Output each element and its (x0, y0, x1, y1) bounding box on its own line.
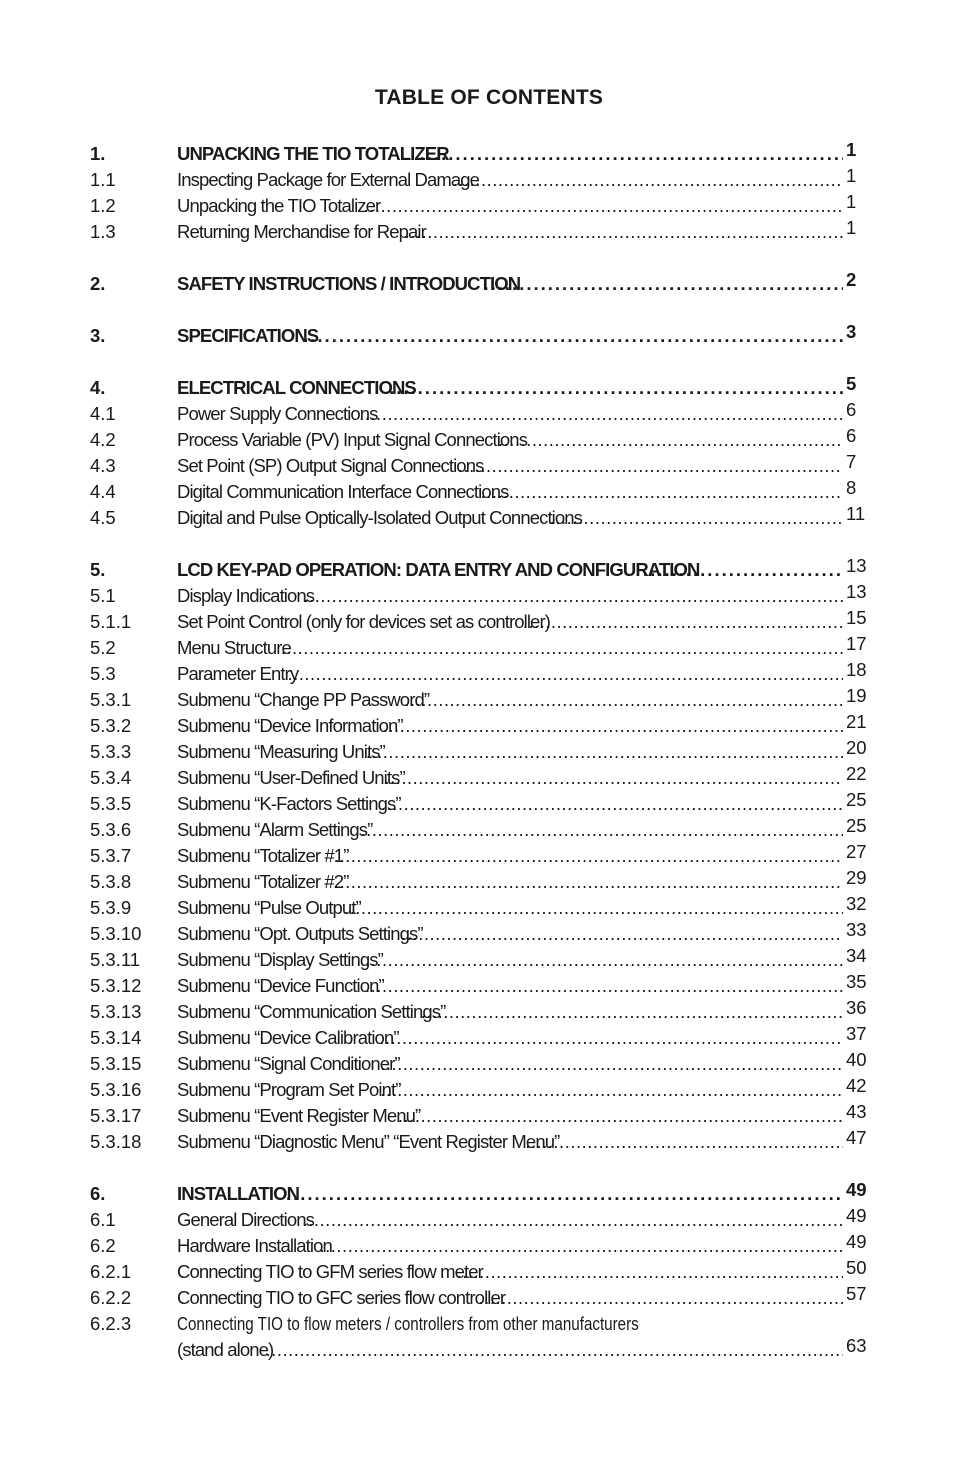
entry-page: 63 (846, 1335, 867, 1356)
toc-entry-5-3-11[interactable] (90, 947, 870, 973)
entry-label: Submenu “Signal Conditioner” (177, 1053, 400, 1074)
toc-entry-6-2-3[interactable] (90, 1311, 870, 1363)
entry-number: 5.3.9 (90, 897, 132, 918)
entry-number: 6.1 (90, 1209, 116, 1230)
entry-page: 1 (846, 217, 857, 238)
toc-entry-5-3-13[interactable] (90, 999, 870, 1025)
entry-number: 5.3 (90, 663, 116, 684)
leader-dots (453, 167, 843, 193)
leader-dots (458, 453, 843, 479)
entry-number: 5.3.2 (90, 715, 132, 736)
entry-page: 21 (846, 711, 867, 732)
entry-number: 5.3.1 (90, 689, 132, 710)
leader-dots (380, 1077, 843, 1103)
leader-dots (281, 635, 843, 661)
entry-label: Submenu “Totalizer #1” (177, 845, 349, 866)
entry-number: 5.3.14 (90, 1027, 142, 1048)
entry-label: INSTALLATION (177, 1183, 300, 1204)
entry-label: ELECTRICAL CONNECTIONS (177, 377, 416, 398)
entry-label: Submenu “Alarm Settings” (177, 819, 373, 840)
leader-dots (380, 1051, 843, 1077)
toc-entry-5-3-2[interactable] (90, 713, 870, 739)
entry-page: 3 (846, 321, 857, 342)
entry-number: 1. (90, 143, 106, 164)
entry-page: 13 (846, 581, 867, 602)
leader-dots (287, 661, 843, 687)
entry-label: Inspecting Package for External Damage (177, 169, 480, 190)
entry-label: Power Supply Connections (177, 403, 378, 424)
entry-page: 25 (846, 815, 867, 836)
entry-label: Submenu “Device Function” (177, 975, 384, 996)
toc-entry-1-3[interactable] (90, 219, 870, 245)
entry-number: 5.3.4 (90, 767, 132, 788)
leader-dots (389, 375, 843, 401)
entry-page: 8 (846, 477, 857, 498)
toc-entry-5-3-12[interactable] (90, 973, 870, 999)
entry-label: Hardware Installation (177, 1235, 332, 1256)
leader-dots (379, 1025, 843, 1051)
toc-entry-4-4[interactable] (90, 479, 870, 505)
entry-page: 20 (846, 737, 867, 758)
toc-entry-1-1[interactable] (90, 167, 870, 193)
entry-page: 17 (846, 633, 867, 654)
leader-dots (266, 1337, 843, 1363)
entry-number: 5.3.7 (90, 845, 132, 866)
entry-number: 6.2.2 (90, 1287, 132, 1308)
entry-label: Submenu “Pulse Output” (177, 897, 361, 918)
entry-label: SAFETY INSTRUCTIONS / INTRODUCTION (177, 273, 521, 294)
entry-number: 5.3.12 (90, 975, 142, 996)
toc-entry-2[interactable] (90, 271, 870, 297)
toc-entry-4-3[interactable] (90, 453, 870, 479)
leader-dots (404, 687, 843, 713)
entry-number: 4.2 (90, 429, 116, 450)
entry-page: 1 (846, 191, 857, 212)
leader-dots (481, 479, 843, 505)
entry-number: 6.2.3 (90, 1313, 132, 1334)
leader-dots (286, 1181, 843, 1207)
entry-label: Returning Merchandise for Repair (177, 221, 426, 242)
entry-page: 29 (846, 867, 867, 888)
toc-entry-5-3-16[interactable] (90, 1077, 870, 1103)
entry-number: 5.3.6 (90, 819, 132, 840)
leader-dots (550, 505, 843, 531)
entry-label: Submenu “Opt. Outputs Settings” (177, 923, 423, 944)
entry-page: 22 (846, 763, 867, 784)
leader-dots (344, 895, 843, 921)
leader-dots (643, 557, 843, 583)
entry-number: 4.5 (90, 507, 116, 528)
entry-label: Submenu “Diagnostic Menu” “Event Register Menu” (177, 1131, 560, 1152)
leader-dots (405, 219, 843, 245)
entry-label: Connecting TIO to GFM series flow meter (177, 1261, 483, 1282)
leader-dots (303, 583, 843, 609)
entry-number: 6.2 (90, 1235, 116, 1256)
toc-entry-5-3-15[interactable] (90, 1051, 870, 1077)
entry-page: 7 (846, 451, 857, 472)
entry-label: Submenu “Event Register Menu” (177, 1105, 421, 1126)
entry-label: Connecting TIO to GFC series flow controller (177, 1287, 506, 1308)
entry-label: Submenu “Device Information” (177, 715, 403, 736)
leader-dots (420, 141, 843, 167)
entry-page: 32 (846, 893, 867, 914)
entry-label: Submenu “Change PP Password” (177, 689, 430, 710)
leader-dots (303, 323, 843, 349)
entry-page: 37 (846, 1023, 867, 1044)
entry-page: 6 (846, 399, 857, 420)
entry-label: Submenu “Device Calibration” (177, 1027, 399, 1048)
entry-number: 5.1 (90, 585, 116, 606)
page-title: TABLE OF CONTENTS (374, 86, 604, 109)
leader-dots (384, 765, 843, 791)
toc-entry-5-3-9[interactable] (90, 895, 870, 921)
entry-number: 5.3.11 (90, 949, 141, 970)
leader-dots (320, 1233, 844, 1259)
entry-page: 25 (846, 789, 867, 810)
leader-dots (525, 1129, 843, 1155)
toc-entry-5-3-3[interactable] (90, 739, 870, 765)
entry-page: 1 (846, 165, 857, 186)
entry-number: 4. (90, 377, 106, 398)
leader-dots (366, 739, 843, 765)
toc-entry-5-3-7[interactable] (90, 843, 870, 869)
leader-dots (421, 999, 843, 1025)
entry-page: 49 (846, 1231, 867, 1252)
entry-number: 5.3.17 (90, 1105, 142, 1126)
leader-dots (381, 791, 843, 817)
entry-number: 4.3 (90, 455, 116, 476)
toc-entry-5-3-1[interactable] (90, 687, 870, 713)
entry-number: 5.3.13 (90, 1001, 142, 1022)
entry-label-continuation: (stand alone) (177, 1339, 274, 1360)
entry-label: LCD KEY-PAD OPERATION: DATA ENTRY AND CONFIGURATION (177, 559, 700, 580)
leader-dots (303, 1207, 843, 1233)
leader-dots (334, 869, 843, 895)
entry-page: 6 (846, 425, 857, 446)
toc-entry-5-3-14[interactable] (90, 1025, 870, 1051)
entry-page: 49 (846, 1179, 867, 1200)
entry-label: Set Point (SP) Output Signal Connections (177, 455, 484, 476)
leader-dots (498, 427, 843, 453)
entry-number: 5.3.15 (90, 1053, 142, 1074)
entry-label: Display Indications (177, 585, 315, 606)
toc-entry-5-3[interactable] (90, 661, 870, 687)
toc-entry-5-3-6[interactable] (90, 817, 870, 843)
entry-number: 4.1 (90, 403, 116, 424)
toc-entry-5-3-4[interactable] (90, 765, 870, 791)
toc-entry-5-2[interactable] (90, 635, 870, 661)
entry-page: 42 (846, 1075, 867, 1096)
toc-entry-3[interactable] (90, 323, 870, 349)
toc-entry-1-2[interactable] (90, 193, 870, 219)
entry-page: 19 (846, 685, 867, 706)
toc-entry-6-2-2[interactable] (90, 1285, 870, 1311)
leader-dots (359, 401, 843, 427)
entry-number: 1.3 (90, 221, 116, 242)
leader-dots (484, 271, 844, 297)
leader-dots (364, 193, 843, 219)
entry-number: 3. (90, 325, 106, 346)
entry-page: 50 (846, 1257, 867, 1278)
entry-label: Submenu “Communication Settings” (177, 1001, 446, 1022)
entry-page: 2 (846, 269, 857, 290)
toc-entry-5[interactable] (90, 557, 870, 583)
toc-entry-6-2[interactable] (90, 1233, 870, 1259)
leader-dots (523, 609, 843, 635)
entry-page: 33 (846, 919, 867, 940)
entry-label: Submenu “Display Settings” (177, 949, 383, 970)
entry-label: Digital Communication Interface Connections (177, 481, 509, 502)
entry-page: 57 (846, 1283, 867, 1304)
entry-page: 18 (846, 659, 867, 680)
toc-entry-4-5[interactable] (90, 505, 870, 531)
toc-entry-4[interactable] (90, 375, 870, 401)
entry-number: 5.3.3 (90, 741, 132, 762)
entry-page: 35 (846, 971, 867, 992)
entry-label: General Directions (177, 1209, 315, 1230)
entry-page: 5 (846, 373, 857, 394)
entry-number: 5.3.10 (90, 923, 142, 944)
entry-page: 36 (846, 997, 867, 1018)
entry-label: SPECIFICATIONS (177, 325, 319, 346)
entry-number: 5.3.5 (90, 793, 132, 814)
entry-label: Submenu “K-Factors Settings” (177, 793, 401, 814)
entry-number: 2. (90, 273, 106, 294)
entry-page: 15 (846, 607, 867, 628)
entry-label: Submenu “Measuring Units” (177, 741, 385, 762)
entry-page: 49 (846, 1205, 867, 1226)
leader-dots (383, 713, 843, 739)
entry-number: 1.1 (90, 169, 116, 190)
leader-dots (365, 947, 843, 973)
toc-entry-6-1[interactable] (90, 1207, 870, 1233)
table-of-contents (90, 141, 870, 1363)
toc-entry-6-2-1[interactable] (90, 1259, 870, 1285)
toc-entry-1[interactable] (90, 141, 870, 167)
leader-dots (398, 1103, 843, 1129)
entry-page: 11 (846, 503, 866, 524)
entry-label: Submenu “Program Set Point” (177, 1079, 401, 1100)
entry-label: Unpacking the TIO Totalizer (177, 195, 381, 216)
entry-number: 4.4 (90, 481, 116, 502)
leader-dots (479, 1285, 843, 1311)
entry-label: Set Point Control (only for devices set as controller) (177, 611, 550, 632)
leader-dots (334, 843, 843, 869)
entry-number: 5.3.8 (90, 871, 132, 892)
entry-number: 5.3.18 (90, 1131, 142, 1152)
toc-entry-5-3-5[interactable] (90, 791, 870, 817)
toc-entry-5-1-1[interactable] (90, 609, 870, 635)
entry-number: 5. (90, 559, 106, 580)
entry-number: 6. (90, 1183, 106, 1204)
entry-page: 1 (846, 139, 857, 160)
toc-entry-5-3-18[interactable] (90, 1129, 870, 1155)
entry-label: Parameter Entry (177, 663, 299, 684)
toc-entry-5-3-8[interactable] (90, 869, 870, 895)
entry-number: 6.2.1 (90, 1261, 132, 1282)
entry-page: 47 (846, 1127, 867, 1148)
entry-number: 5.2 (90, 637, 116, 658)
toc-entry-5-1[interactable] (90, 583, 870, 609)
toc-entry-4-1[interactable] (90, 401, 870, 427)
entry-label: Connecting TIO to flow meters / controllers from other manufacturers (177, 1313, 639, 1334)
leader-dots (457, 1259, 843, 1285)
leader-dots (365, 973, 843, 999)
entry-label: Digital and Pulse Optically-Isolated Output Connections (177, 507, 583, 528)
toc-entry-6[interactable] (90, 1181, 870, 1207)
entry-page: 27 (846, 841, 867, 862)
entry-label: Process Variable (PV) Input Signal Connections (177, 429, 528, 450)
entry-label: Submenu “Totalizer #2” (177, 871, 349, 892)
toc-entry-5-3-17[interactable] (90, 1103, 870, 1129)
entry-number: 1.2 (90, 195, 116, 216)
entry-label: Submenu “User-Defined Units” (177, 767, 405, 788)
entry-number: 5.3.16 (90, 1079, 142, 1100)
leader-dots (401, 921, 843, 947)
toc-entry-4-2[interactable] (90, 427, 870, 453)
toc-entry-5-3-10[interactable] (90, 921, 870, 947)
leader-dots (355, 817, 843, 843)
entry-page: 13 (846, 555, 867, 576)
entry-label: UNPACKING THE TIO TOTALIZER (177, 143, 449, 164)
entry-number: 5.1.1 (90, 611, 132, 632)
entry-page: 34 (846, 945, 867, 966)
entry-page: 43 (846, 1101, 867, 1122)
entry-page: 40 (846, 1049, 867, 1070)
entry-label: Menu Structure (177, 637, 291, 658)
